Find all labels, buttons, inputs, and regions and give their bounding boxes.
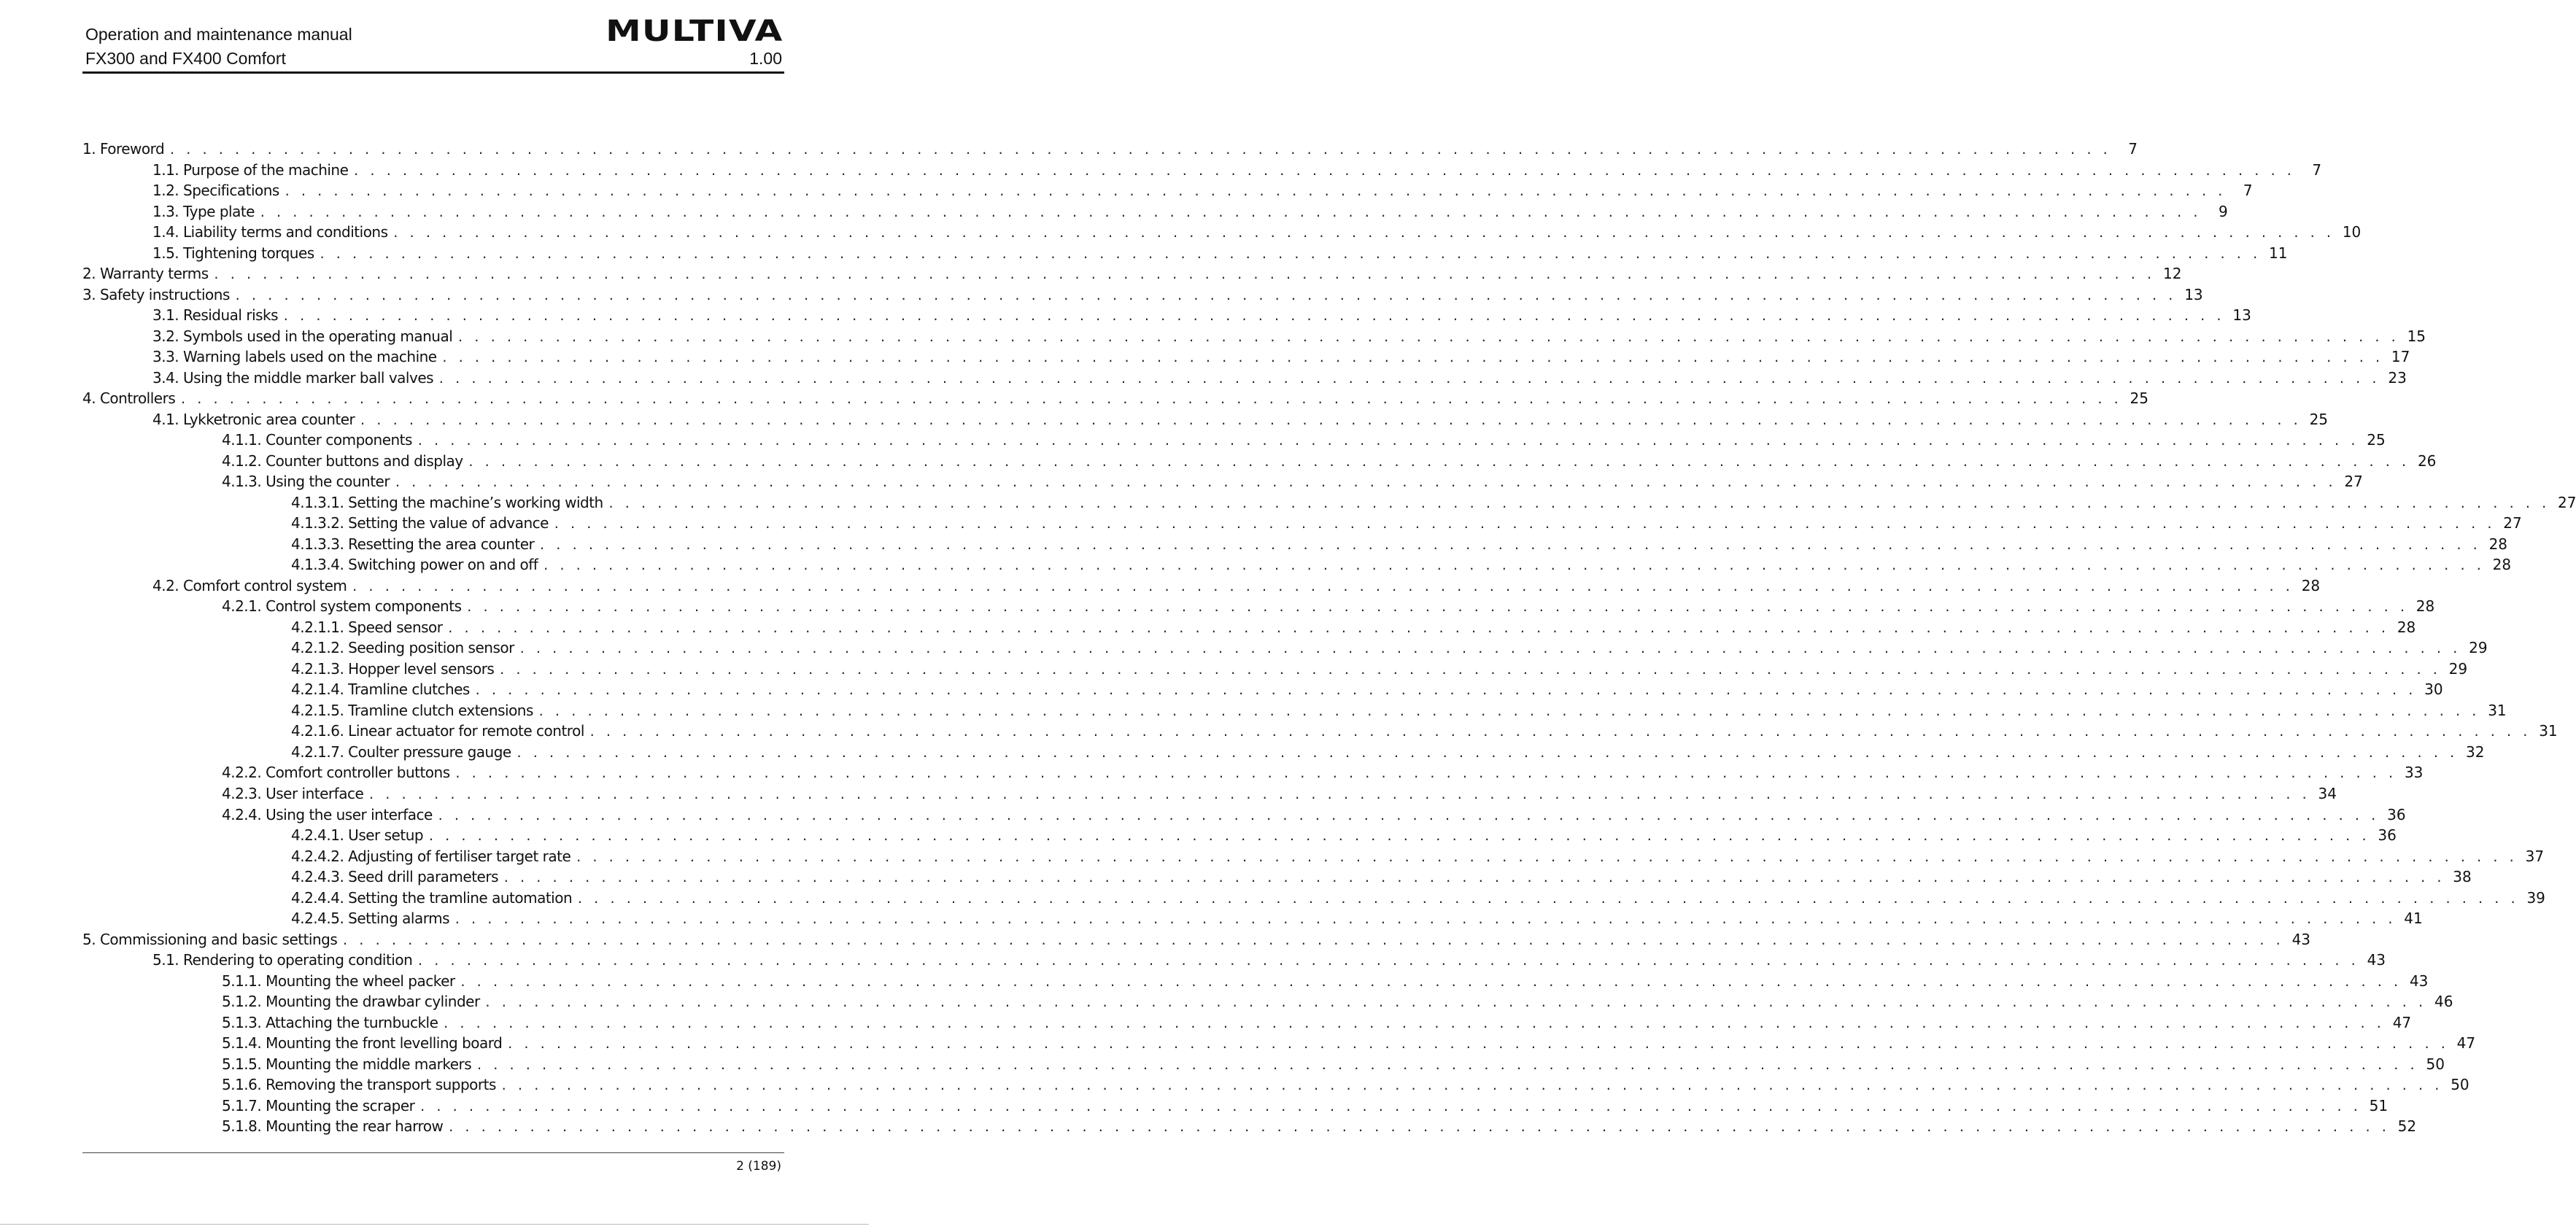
toc-entry-label: 5.1.5. Mounting the middle markers [222,1055,472,1073]
toc-entry-label: 4.2.4. Using the user interface [222,805,433,823]
toc-entry-page: 47 [2392,1013,2412,1031]
toc-entry-page: 7 [2243,182,2253,200]
toc-entry-page: 26 [2417,451,2437,470]
toc-entry-page: 46 [2434,993,2453,1011]
toc-entry-page: 10 [2342,223,2362,241]
toc-entry-label: 1.1. Purpose of the machine [152,160,349,179]
toc-dot-leader: . . . . . . . . . . . . . . . . . . . . . . . . . . . . . . . . . . . . . . . . . . . . . . . . . . . . . . . . . . . . . . . . . . . . . . . . . . . . . . . . . . . . . . . . . . . . . . . . . . . . . . . . . . . . . . . . . . . . . . . . [283,185,2225,199]
toc-entry-page: 41 [2404,910,2423,928]
toc-entry-page: 51 [2369,1096,2389,1114]
multiva-logo: MULTIVA [606,15,784,48]
toc-entry[interactable] [82,805,2406,827]
toc-entry[interactable] [82,556,2512,577]
toc-dot-leader: . . . . . . . . . . . . . . . . . . . . . . . . . . . . . . . . . . . . . . . . . . . . . . . . . . . . . . . . . . . . . . . . . . . . . . . . . . . . . . . . . . . . . . . . . . . . . . . . . . . . . . . . . . . . . . . . . . . . . . . . [465,600,2407,615]
toc-entry-label: 3.1. Residual risks [152,306,279,325]
toc-entry-label: 3.3. Warning labels used on the machine [152,348,437,366]
toc-entry-label: 5.1.7. Mounting the scraper [222,1096,415,1114]
toc-entry-label: 4.2.3. User interface [222,784,364,802]
toc-entry-page: 9 [2219,202,2228,220]
toc-dot-leader: . . . . . . . . . . . . . . . . . . . . . . . . . . . . . . . . . . . . . . . . . . . . . . . . . . . . . . . . . . . . . . . . . . . . . . . . . . . . . . . . . . . . . . . . . . . . . . . . . . . . . . . . . . . . . . . . . . . . . . . . [607,496,2549,511]
toc-entry-page: 13 [2184,285,2203,303]
toc-entry-page: 33 [2404,764,2424,782]
toc-dot-leader: . . . . . . . . . . . . . . . . . . . . . . . . . . . . . . . . . . . . . . . . . . . . . . . . . . . . . . . . . . . . . . . . . . . . . . . . . . . . . . . . . . . . . . . . . . . . . . . . . . . . . . . . . . . . . . . . . . . . . . . . [537,704,2479,718]
toc-dot-leader: . . . . . . . . . . . . . . . . . . . . . . . . . . . . . . . . . . . . . . . . . . . . . . . . . . . . . . . . . . . . . . . . . . . . . . . . . . . . . . . . . . . . . . . . . . . . . . . . . . . . . . . . . . . . . . . . . . . . . . . . [588,725,2530,740]
toc-entry-page: 31 [2539,722,2558,740]
toc-entry-page: 36 [2378,826,2397,845]
toc-dot-leader: . . . . . . . . . . . . . . . . . . . . . . . . . . . . . . . . . . . . . . . . . . . . . . . . . . . . . . . . . . . . . . . . . . . . . . . . . . . . . . . . . . . . . . . . . . . . . . . . . . . . . . . . . . . . . . . . . . . . . . . . [258,205,2200,220]
toc-dot-leader: . . . . . . . . . . . . . . . . . . . . . . . . . . . . . . . . . . . . . . . . . . . . . . . . . . . . . . . . . . . . . . . . . . . . . . . . . . . . . . . . . . . . . . . . . . . . . . . . . . . . . . . . . . . . . . . . . . . . . . . . [442,1016,2384,1031]
toc-dot-leader: . . . . . . . . . . . . . . . . . . . . . . . . . . . . . . . . . . . . . . . . . . . . . . . . . . . . . . . . . . . . . . . . . . . . . . . . . . . . . . . . . . . . . . . . . . . . . . . . . . . . . . . . . . . . . . . . . . . . . . . . [282,309,2224,324]
toc-entry-page: 12 [2162,265,2182,283]
toc-dot-leader: . . . . . . . . . . . . . . . . . . . . . . . . . . . . . . . . . . . . . . . . . . . . . . . . . . . . . . . . . . . . . . . . . . . . . . . . . . . . . . . . . . . . . . . . . . . . . . . . . . . . . . . . . . . . . . . . . . . . . . . . [441,351,2383,365]
toc-entry-page: 34 [2318,784,2337,802]
toc-entry-label: 1.5. Tightening torques [152,244,314,262]
toc-entry-page: 28 [2416,597,2435,616]
toc-entry[interactable] [82,847,2545,869]
toc-dot-leader: . . . . . . . . . . . . . . . . . . . . . . . . . . . . . . . . . . . . . . . . . . . . . . . . . . . . . . . . . . . . . . . . . . . . . . . . . . . . . . . . . . . . . . . . . . . . . . . . . . . . . . . . . . . . . . . . . . . . . . . . [503,871,2444,885]
toc-entry-label: 5.1.8. Mounting the rear harrow [222,1117,444,1136]
toc-entry-label: 4.1.3.1. Setting the machine’s working width [291,493,603,511]
toc-dot-leader: . . . . . . . . . . . . . . . . . . . . . . . . . . . . . . . . . . . . . . . . . . . . . . . . . . . . . . . . . . . . . . . . . . . . . . . . . . . . . . . . . . . . . . . . . . . . . . . . . . . . . . . . . . . . . . . . . . . . . . . . [394,476,2335,490]
toc-dot-leader: . . . . . . . . . . . . . . . . . . . . . . . . . . . . . . . . . . . . . . . . . . . . . . . . . . . . . . . . . . . . . . . . . . . . . . . . . . . . . . . . . . . . . . . . . . . . . . . . . . . . . . . . . . . . . . . . . . . . . . . . [352,163,2294,178]
toc-entry-page: 37 [2525,847,2545,865]
toc-dot-leader: . . . . . . . . . . . . . . . . . . . . . . . . . . . . . . . . . . . . . . . . . . . . . . . . . . . . . . . . . . . . . . . . . . . . . . . . . . . . . . . . . . . . . . . . . . . . . . . . . . . . . . . . . . . . . . . . . . . . . . . . [416,434,2358,449]
toc-entry-page: 47 [2456,1034,2476,1052]
toc-entry[interactable] [82,618,2416,640]
toc-dot-leader: . . . . . . . . . . . . . . . . . . . . . . . . . . . . . . . . . . . . . . . . . . . . . . . . . . . . . . . . . . . . . . . . . . . . . . . . . . . . . . . . . . . . . . . . . . . . . . . . . . . . . . . . . . . . . . . . . . . . . . . . [459,974,2401,989]
toc-dot-leader: . . . . . . . . . . . . . . . . . . . . . . . . . . . . . . . . . . . . . . . . . . . . . . . . . . . . . . . . . . . . . . . . . . . . . . . . . . . . . . . . . . . . . . . . . . . . . . . . . . . . . . . . . . . . . . . . . . . . . . . . [446,621,2389,635]
toc-entry[interactable] [82,1117,2417,1139]
toc-dot-leader: . . . . . . . . . . . . . . . . . . . . . . . . . . . . . . . . . . . . . . . . . . . . . . . . . . . . . . . . . . . . . . . . . . . . . . . . . . . . . . . . . . . . . . . . . . . . . . . . . . . . . . . . . . . . . . . . . . . . . . . . [438,371,2379,386]
toc-entry-label: 3. Safety instructions [82,285,230,303]
page-edge-divider [0,1224,869,1225]
toc-entry[interactable] [82,1055,2445,1077]
footer-page-number: 2 (189) [736,1159,781,1174]
toc-dot-leader: . . . . . . . . . . . . . . . . . . . . . . . . . . . . . . . . . . . . . . . . . . . . . . . . . . . . . . . . . . . . . . . . . . . . . . . . . . . . . . . . . . . . . . . . . . . . . . . . . . . . . . . . . . . . . . . . . . . . . . . . [318,247,2260,261]
toc-dot-leader: . . . . . . . . . . . . . . . . . . . . . . . . . . . . . . . . . . . . . . . . . . . . . . . . . . . . . . . . . . . . . . . . . . . . . . . . . . . . . . . . . . . . . . . . . . . . . . . . . . . . . . . . . . . . . . . . . . . . . . . . [169,143,2110,157]
toc-entry-label: 5.1. Rendering to operating condition [152,951,413,969]
toc-entry-page: 31 [2488,701,2507,719]
toc-entry-label: 3.2. Symbols used in the operating manual [152,327,453,345]
toc-entry-label: 4.2.1.7. Coulter pressure gauge [291,743,511,761]
toc-entry-label: 4.2.4.1. User setup [291,826,424,845]
toc-entry-label: 5.1.2. Mounting the drawbar cylinder [222,993,480,1011]
toc-entry[interactable] [82,930,2311,952]
toc-entry[interactable] [82,1096,2389,1118]
toc-entry[interactable] [82,265,2182,286]
toc-dot-leader: . . . . . . . . . . . . . . . . . . . . . . . . . . . . . . . . . . . . . . . . . . . . . . . . . . . . . . . . . . . . . . . . . . . . . . . . . . . . . . . . . . . . . . . . . . . . . . . . . . . . . . . . . . . . . . . . . . . . . . . . [484,996,2426,1010]
toc-entry-page: 23 [2388,368,2407,387]
toc-entry-label: 4. Controllers [82,389,176,408]
toc-entry-page: 25 [2130,389,2148,408]
toc-entry-label: 4.1. Lykketronic area counter [152,410,355,428]
toc-entry-label: 5.1.1. Mounting the wheel packer [222,972,455,990]
toc-entry[interactable] [82,451,2437,473]
toc-entry[interactable] [82,182,2253,203]
toc-entry-label: 4.2.4.2. Adjusting of fertiliser target rate [291,847,571,865]
toc-entry-page: 32 [2466,743,2485,761]
toc-dot-leader: . . . . . . . . . . . . . . . . . . . . . . . . . . . . . . . . . . . . . . . . . . . . . . . . . . . . . . . . . . . . . . . . . . . . . . . . . . . . . . . . . . . . . . . . . . . . . . . . . . . . . . . . . . . . . . . . . . . . . . . . [506,1037,2448,1052]
toc-entry-label: 4.1.3.2. Setting the value of advance [291,514,549,532]
toc-entry-label: 4.2.1.1. Speed sensor [291,618,443,636]
toc-entry-label: 4.2.1. Control system components [222,597,462,616]
toc-dot-leader: . . . . . . . . . . . . . . . . . . . . . . . . . . . . . . . . . . . . . . . . . . . . . . . . . . . . . . . . . . . . . . . . . . . . . . . . . . . . . . . . . . . . . . . . . . . . . . . . . . . . . . . . . . . . . . . . . . . . . . . . [179,392,2121,407]
header-divider [82,71,784,74]
toc-dot-leader: . . . . . . . . . . . . . . . . . . . . . . . . . . . . . . . . . . . . . . . . . . . . . . . . . . . . . . . . . . . . . . . . . . . . . . . . . . . . . . . . . . . . . . . . . . . . . . . . . . . . . . . . . . . . . . . . . . . . . . . . [500,1079,2442,1093]
toc-entry[interactable] [82,160,2322,182]
toc-entry[interactable] [82,389,2148,411]
page-header [85,15,784,74]
toc-entry-page: 28 [2397,618,2416,636]
toc-dot-leader: . . . . . . . . . . . . . . . . . . . . . . . . . . . . . . . . . . . . . . . . . . . . . . . . . . . . . . . . . . . . . . . . . . . . . . . . . . . . . . . . . . . . . . . . . . . . . . . . . . . . . . . . . . . . . . . . . . . . . . . . [212,268,2154,282]
toc-entry[interactable] [82,140,2138,161]
toc-entry-page: 39 [2526,888,2545,907]
toc-entry-label: 4.2.4.3. Seed drill parameters [291,868,498,886]
version-number: 1.00 [749,49,782,68]
toc-dot-leader: . . . . . . . . . . . . . . . . . . . . . . . . . . . . . . . . . . . . . . . . . . . . . . . . . . . . . . . . . . . . . . . . . . . . . . . . . . . . . . . . . . . . . . . . . . . . . . . . . . . . . . . . . . . . . . . . . . . . . . . . [368,787,2309,802]
toc-entry-page: 15 [2407,327,2426,345]
toc-entry[interactable] [82,993,2453,1014]
toc-dot-leader: . . . . . . . . . . . . . . . . . . . . . . . . . . . . . . . . . . . . . . . . . . . . . . . . . . . . . . . . . . . . . . . . . . . . . . . . . . . . . . . . . . . . . . . . . . . . . . . . . . . . . . . . . . . . . . . . . . . . . . . . [515,745,2457,760]
toc-dot-leader: . . . . . . . . . . . . . . . . . . . . . . . . . . . . . . . . . . . . . . . . . . . . . . . . . . . . . . . . . . . . . . . . . . . . . . . . . . . . . . . . . . . . . . . . . . . . . . . . . . . . . . . . . . . . . . . . . . . . . . . . [576,891,2518,906]
toc-entry[interactable] [82,1013,2412,1035]
toc-entry[interactable] [82,681,2443,702]
toc-dot-leader: . . . . . . . . . . . . . . . . . . . . . . . . . . . . . . . . . . . . . . . . . . . . . . . . . . . . . . . . . . . . . . . . . . . . . . . . . . . . . . . . . . . . . . . . . . . . . . . . . . . . . . . . . . . . . . . . . . . . . . . . [447,1120,2389,1135]
toc-dot-leader: . . . . . . . . . . . . . . . . . . . . . . . . . . . . . . . . . . . . . . . . . . . . . . . . . . . . . . . . . . . . . . . . . . . . . . . . . . . . . . . . . . . . . . . . . . . . . . . . . . . . . . . . . . . . . . . . . . . . . . . . [538,538,2480,552]
toc-entry[interactable] [82,202,2228,224]
toc-entry-label: 5. Commissioning and basic settings [82,930,338,948]
toc-entry[interactable] [82,701,2507,723]
toc-dot-leader: . . . . . . . . . . . . . . . . . . . . . . . . . . . . . . . . . . . . . . . . . . . . . . . . . . . . . . . . . . . . . . . . . . . . . . . . . . . . . . . . . . . . . . . . . . . . . . . . . . . . . . . . . . . . . . . . . . . . . . . . [419,1099,2361,1114]
toc-entry-label: 4.1.3. Using the counter [222,473,390,491]
toc-dot-leader: . . . . . . . . . . . . . . . . . . . . . . . . . . . . . . . . . . . . . . . . . . . . . . . . . . . . . . . . . . . . . . . . . . . . . . . . . . . . . . . . . . . . . . . . . . . . . . . . . . . . . . . . . . . . . . . . . . . . . . . . [518,642,2460,656]
toc-entry[interactable] [82,473,2363,494]
toc-entry-label: 4.1.1. Counter components [222,431,412,449]
toc-entry[interactable] [82,306,2251,327]
toc-entry-page: 28 [2492,556,2512,574]
toc-entry-label: 4.2.4.4. Setting the tramline automation [291,888,573,907]
toc-entry-label: 1.4. Liability terms and conditions [152,223,388,241]
toc-entry-page: 7 [2128,140,2138,158]
toc-dot-leader: . . . . . . . . . . . . . . . . . . . . . . . . . . . . . . . . . . . . . . . . . . . . . . . . . . . . . . . . . . . . . . . . . . . . . . . . . . . . . . . . . . . . . . . . . . . . . . . . . . . . . . . . . . . . . . . . . . . . . . . . [498,662,2440,677]
toc-entry-page: 11 [2269,244,2288,262]
toc-entry-label: 4.2.1.6. Linear actuator for remote control [291,722,584,740]
toc-dot-leader: . . . . . . . . . . . . . . . . . . . . . . . . . . . . . . . . . . . . . . . . . . . . . . . . . . . . . . . . . . . . . . . . . . . . . . . . . . . . . . . . . . . . . . . . . . . . . . . . . . . . . . . . . . . . . . . . . . . . . . . . [436,808,2378,823]
toc-entry-page: 25 [2367,431,2386,449]
toc-entry[interactable] [82,972,2429,993]
toc-entry-label: 4.1.3.4. Switching power on and off [291,556,538,574]
toc-entry[interactable] [82,327,2426,349]
toc-entry-page: 25 [2309,410,2329,428]
toc-entry-label: 4.2.1.2. Seeding position sensor [291,639,514,657]
manual-title: Operation and maintenance manual [85,25,352,44]
toc-dot-leader: . . . . . . . . . . . . . . . . . . . . . . . . . . . . . . . . . . . . . . . . . . . . . . . . . . . . . . . . . . . . . . . . . . . . . . . . . . . . . . . . . . . . . . . . . . . . . . . . . . . . . . . . . . . . . . . . . . . . . . . . [233,288,2175,303]
toc-entry-label: 4.2.1.4. Tramline clutches [291,681,470,699]
toc-entry[interactable] [82,743,2485,764]
toc-entry-page: 17 [2391,348,2410,366]
toc-dot-leader: . . . . . . . . . . . . . . . . . . . . . . . . . . . . . . . . . . . . . . . . . . . . . . . . . . . . . . . . . . . . . . . . . . . . . . . . . . . . . . . . . . . . . . . . . . . . . . . . . . . . . . . . . . . . . . . . . . . . . . . . [454,767,2396,781]
toc-entry-label: 5.1.6. Removing the transport supports [222,1076,496,1094]
toc-dot-leader: . . . . . . . . . . . . . . . . . . . . . . . . . . . . . . . . . . . . . . . . . . . . . . . . . . . . . . . . . . . . . . . . . . . . . . . . . . . . . . . . . . . . . . . . . . . . . . . . . . . . . . . . . . . . . . . . . . . . . . . . [428,829,2369,844]
toc-entry[interactable] [82,722,2558,743]
toc-entry-page: 28 [2301,576,2321,594]
toc-entry-page: 27 [2503,514,2522,532]
toc-entry-label: 4.2.1.3. Hopper level sensors [291,659,495,678]
toc-entry-page: 28 [2488,535,2508,553]
toc-entry[interactable] [82,368,2407,390]
toc-entry[interactable] [82,659,2468,681]
toc-entry-page: 29 [2469,639,2488,657]
toc-entry-page: 43 [2409,972,2429,990]
toc-dot-leader: . . . . . . . . . . . . . . . . . . . . . . . . . . . . . . . . . . . . . . . . . . . . . . . . . . . . . . . . . . . . . . . . . . . . . . . . . . . . . . . . . . . . . . . . . . . . . . . . . . . . . . . . . . . . . . . . . . . . . . . . [542,559,2484,573]
toc-entry-page: 27 [2344,473,2363,491]
toc-entry[interactable] [82,576,2321,598]
toc-dot-leader: . . . . . . . . . . . . . . . . . . . . . . . . . . . . . . . . . . . . . . . . . . . . . . . . . . . . . . . . . . . . . . . . . . . . . . . . . . . . . . . . . . . . . . . . . . . . . . . . . . . . . . . . . . . . . . . . . . . . . . . . [351,579,2293,594]
toc-entry-page: 7 [2312,160,2322,179]
toc-entry[interactable] [82,244,2288,265]
toc-entry[interactable] [82,348,2410,369]
toc-dot-leader: . . . . . . . . . . . . . . . . . . . . . . . . . . . . . . . . . . . . . . . . . . . . . . . . . . . . . . . . . . . . . . . . . . . . . . . . . . . . . . . . . . . . . . . . . . . . . . . . . . . . . . . . . . . . . . . . . . . . . . . . [467,454,2409,469]
toc-entry-label: 4.2. Comfort control system [152,576,347,594]
toc-dot-leader: . . . . . . . . . . . . . . . . . . . . . . . . . . . . . . . . . . . . . . . . . . . . . . . . . . . . . . . . . . . . . . . . . . . . . . . . . . . . . . . . . . . . . . . . . . . . . . . . . . . . . . . . . . . . . . . . . . . . . . . . [341,933,2283,947]
toc-entry-label: 4.1.3.3. Resetting the area counter [291,535,535,553]
toc-entry-label: 2. Warranty terms [82,265,209,283]
toc-entry[interactable] [82,639,2488,660]
toc-dot-leader: . . . . . . . . . . . . . . . . . . . . . . . . . . . . . . . . . . . . . . . . . . . . . . . . . . . . . . . . . . . . . . . . . . . . . . . . . . . . . . . . . . . . . . . . . . . . . . . . . . . . . . . . . . . . . . . . . . . . . . . . [457,330,2399,344]
toc-entry[interactable] [82,951,2386,972]
toc-dot-leader: . . . . . . . . . . . . . . . . . . . . . . . . . . . . . . . . . . . . . . . . . . . . . . . . . . . . . . . . . . . . . . . . . . . . . . . . . . . . . . . . . . . . . . . . . . . . . . . . . . . . . . . . . . . . . . . . . . . . . . . . [392,226,2334,241]
toc-entry-label: 4.1.2. Counter buttons and display [222,451,463,470]
toc-entry[interactable] [82,431,2386,452]
toc-entry-page: 29 [2448,659,2468,678]
toc-entry-label: 4.2.4.5. Setting alarms [291,910,449,928]
toc-entry[interactable] [82,493,2576,515]
toc-entry[interactable] [82,868,2472,889]
toc-dot-leader: . . . . . . . . . . . . . . . . . . . . . . . . . . . . . . . . . . . . . . . . . . . . . . . . . . . . . . . . . . . . . . . . . . . . . . . . . . . . . . . . . . . . . . . . . . . . . . . . . . . . . . . . . . . . . . . . . . . . . . . . [552,517,2494,532]
toc-entry[interactable] [82,1034,2476,1055]
toc-entry[interactable] [82,223,2362,244]
toc-entry-page: 50 [2426,1055,2445,1073]
toc-entry-label: 5.1.3. Attaching the turnbuckle [222,1013,438,1031]
toc-entry[interactable] [82,764,2424,785]
toc-entry[interactable] [82,784,2337,806]
toc-entry[interactable] [82,1076,2469,1097]
toc-entry-page: 30 [2424,681,2443,699]
toc-entry[interactable] [82,910,2423,931]
toc-entry[interactable] [82,826,2397,848]
toc-entry-page: 50 [2451,1076,2469,1094]
toc-entry-page: 52 [2397,1117,2417,1136]
toc-entry-page: 13 [2232,306,2251,325]
toc-entry-label: 1.3. Type plate [152,202,255,220]
toc-dot-leader: . . . . . . . . . . . . . . . . . . . . . . . . . . . . . . . . . . . . . . . . . . . . . . . . . . . . . . . . . . . . . . . . . . . . . . . . . . . . . . . . . . . . . . . . . . . . . . . . . . . . . . . . . . . . . . . . . . . . . . . . [359,413,2301,427]
toc-dot-leader: . . . . . . . . . . . . . . . . . . . . . . . . . . . . . . . . . . . . . . . . . . . . . . . . . . . . . . . . . . . . . . . . . . . . . . . . . . . . . . . . . . . . . . . . . . . . . . . . . . . . . . . . . . . . . . . . . . . . . . . . [575,850,2517,864]
toc-entry-label: 1.2. Specifications [152,182,279,200]
toc-entry-label: 3.4. Using the middle marker ball valves [152,368,434,387]
toc-entry[interactable] [82,285,2203,307]
model-name: FX300 and FX400 Comfort [85,49,286,68]
toc-entry-page: 43 [2291,930,2311,948]
toc-dot-leader: . . . . . . . . . . . . . . . . . . . . . . . . . . . . . . . . . . . . . . . . . . . . . . . . . . . . . . . . . . . . . . . . . . . . . . . . . . . . . . . . . . . . . . . . . . . . . . . . . . . . . . . . . . . . . . . . . . . . . . . . [476,1058,2417,1072]
toc-entry-label: 1. Foreword [82,140,165,158]
table-of-contents [82,140,2576,1139]
toc-entry-page: 36 [2387,805,2406,823]
toc-dot-leader: . . . . . . . . . . . . . . . . . . . . . . . . . . . . . . . . . . . . . . . . . . . . . . . . . . . . . . . . . . . . . . . . . . . . . . . . . . . . . . . . . . . . . . . . . . . . . . . . . . . . . . . . . . . . . . . . . . . . . . . . [473,683,2416,698]
toc-entry[interactable] [82,888,2545,910]
toc-entry[interactable] [82,597,2435,619]
toc-dot-leader: . . . . . . . . . . . . . . . . . . . . . . . . . . . . . . . . . . . . . . . . . . . . . . . . . . . . . . . . . . . . . . . . . . . . . . . . . . . . . . . . . . . . . . . . . . . . . . . . . . . . . . . . . . . . . . . . . . . . . . . . [454,912,2395,927]
toc-entry-label: 4.2.2. Comfort controller buttons [222,764,450,782]
footer-divider [82,1152,784,1153]
toc-dot-leader: . . . . . . . . . . . . . . . . . . . . . . . . . . . . . . . . . . . . . . . . . . . . . . . . . . . . . . . . . . . . . . . . . . . . . . . . . . . . . . . . . . . . . . . . . . . . . . . . . . . . . . . . . . . . . . . . . . . . . . . . [417,954,2359,969]
toc-entry-page: 27 [2558,493,2576,511]
toc-entry-page: 38 [2453,868,2472,886]
toc-entry-label: 5.1.4. Mounting the front levelling board [222,1034,503,1052]
toc-entry-label: 4.2.1.5. Tramline clutch extensions [291,701,533,719]
toc-entry[interactable] [82,410,2329,432]
toc-entry-page: 43 [2367,951,2386,969]
toc-entry[interactable] [82,535,2508,557]
toc-entry[interactable] [82,514,2522,535]
